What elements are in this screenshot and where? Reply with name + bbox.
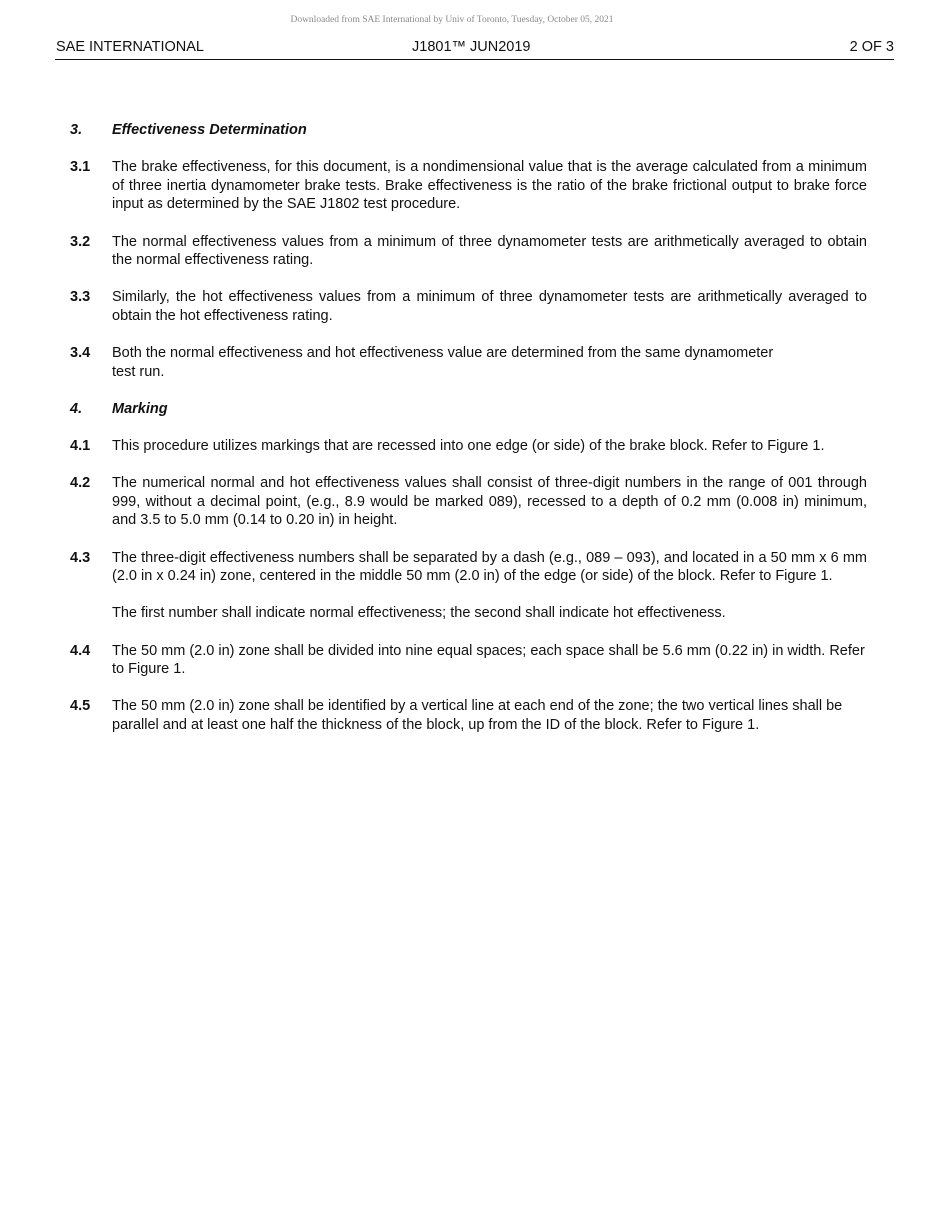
- page-header: [55, 38, 894, 60]
- paragraph-number: 4.5: [70, 698, 91, 715]
- paragraph-3-1: [70, 158, 867, 214]
- paragraph-text: The 50 mm (2.0 in) zone shall be identified by a vertical line at each end of the zone; the two vertical lines shall be parallel and at least one half the thickness of the block, up from the ID of the block. Refer to Figure 1.: [112, 698, 843, 733]
- paragraph-4-3-continued: [70, 604, 867, 623]
- paragraph-text: [112, 344, 867, 381]
- download-watermark: Downloaded from SAE International by Univ of Toronto, Tuesday, October 05, 2021: [290, 15, 614, 25]
- document-body: [70, 121, 867, 753]
- paragraph-number: [70, 604, 112, 623]
- paragraph-text: The three-digit effectiveness numbers shall be separated by a dash (e.g., 089 – 093), and located in a 50 mm x 6 mm (2.0 in x 0.24 in) zone, centered in the middle 50 mm (2.0 in) of the edge (or side) of the block. Refer to Figure 1.: [112, 549, 867, 585]
- paragraph-text-line-1: Both the normal effectiveness and hot effectiveness value are determined from the same dynamometer: [112, 345, 774, 362]
- paragraph-text-line-2: test run.: [112, 363, 165, 380]
- paragraph-4-1: [70, 437, 867, 456]
- paragraph-text: The first number shall indicate normal effectiveness; the second shall indicate hot effectiveness.: [112, 605, 726, 622]
- section-number: 3.: [70, 122, 83, 138]
- paragraph-4-4: [70, 642, 867, 679]
- paragraph-text: The brake effectiveness, for this document, is a nondimensional value that is the average calculated from a minimum of three inertia dynamometer brake tests. Brake effectiveness is the ratio of the brake frictional output to brake force input as determined by the SAE J1802 test procedure.: [112, 159, 867, 213]
- section-heading-3: [70, 121, 867, 140]
- paragraph-4-2: [70, 474, 867, 530]
- paragraph-number: 4.4: [70, 642, 91, 659]
- paragraph-number: 3.3: [70, 289, 91, 306]
- paragraph-3-4: [70, 344, 867, 381]
- paragraph-4-5: [70, 697, 867, 734]
- section-number: 4.: [70, 400, 83, 417]
- paragraph-number: 3.2: [70, 233, 91, 250]
- header-document-id: J1801™ JUN2019: [412, 39, 531, 55]
- section-title: Effectiveness Determination: [112, 122, 307, 138]
- paragraph-3-2: [70, 233, 867, 270]
- section-title: Marking: [112, 400, 168, 417]
- paragraph-number: 3.4: [70, 345, 91, 362]
- paragraph-text: The 50 mm (2.0 in) zone shall be divided into nine equal spaces; each space shall be 5.6 mm (0.22 in) in width. Refer to Figure 1.: [112, 642, 865, 678]
- paragraph-text: This procedure utilizes markings that are recessed into one edge (or side) of the brake block. Refer to Figure 1.: [112, 438, 825, 455]
- section-heading-4: [70, 400, 867, 419]
- header-page-number: 2 OF 3: [849, 39, 894, 55]
- paragraph-4-3: [70, 549, 867, 586]
- paragraph-text: The normal effectiveness values from a minimum of three dynamometer tests are arithmetically averaged to obtain the normal effectiveness rating.: [112, 233, 867, 269]
- paragraph-number: 4.1: [70, 438, 91, 455]
- paragraph-number: 4.2: [70, 475, 91, 492]
- paragraph-text: Similarly, the hot effectiveness values from a minimum of three dynamometer tests are arithmetically averaged to obtain the hot effectiveness rating.: [112, 289, 867, 324]
- header-organization: SAE INTERNATIONAL: [56, 39, 204, 55]
- paragraph-number: 3.1: [70, 159, 91, 176]
- paragraph-text: The numerical normal and hot effectiveness values shall consist of three-digit numbers in the range of 001 through 999, without a decimal point, (e.g., 8.9 would be marked 089), recessed to a depth of 0.2 mm (0.008 in) minimum, and 3.5 to 5.0 mm (0.14 to 0.20 in) in height.: [112, 475, 867, 529]
- paragraph-number: 4.3: [70, 549, 91, 566]
- paragraph-3-3: [70, 288, 867, 325]
